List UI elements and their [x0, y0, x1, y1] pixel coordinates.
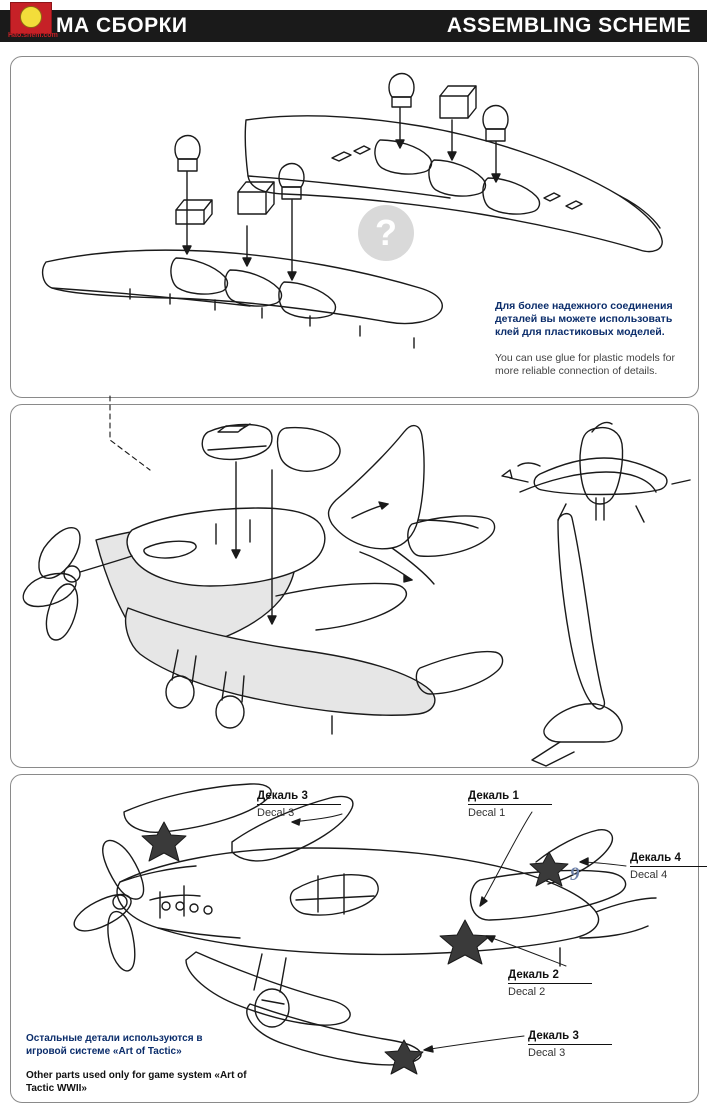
watermark-logo — [8, 2, 58, 42]
decal-callout-label-en: Decal 3 — [528, 1047, 566, 1059]
decal-callout-rule — [528, 1044, 612, 1045]
decal-callout-label-ru: Декаль 3 — [257, 790, 308, 802]
decal-callout-1 — [468, 789, 578, 820]
decal-callout-3-top — [257, 789, 367, 820]
logo-circle — [20, 6, 42, 28]
decal-callout-2 — [508, 968, 618, 999]
decal-callout-label-ru: Декаль 4 — [630, 852, 681, 864]
decal-callout-label-en: Decal 1 — [468, 807, 506, 819]
footer-note-ru: Остальные детали используются в игровой системе «Art of Tactic» — [26, 1033, 203, 1057]
decal-callout-label-en: Decal 2 — [508, 986, 546, 998]
decal-callout-label-ru: Декаль 3 — [528, 1030, 579, 1042]
decal-callout-rule — [630, 866, 707, 867]
header-title-ru: МА СБОРКИ — [56, 14, 188, 37]
decal-callout-rule — [468, 804, 552, 805]
decal-callout-4 — [630, 851, 707, 882]
footer-note-en: Other parts used only for game system «Art of Tactic WWII» — [26, 1070, 247, 1094]
decal-callout-label-ru: Декаль 1 — [468, 790, 519, 802]
logo-text: Hao.shem.com — [8, 32, 58, 39]
panel-fuselage-assembly — [10, 404, 699, 768]
decal-callout-label-en: Decal 3 — [257, 807, 295, 819]
decal-callout-rule — [257, 804, 341, 805]
tail-number-decal: 9 — [570, 864, 580, 885]
decal-callout-label-ru: Декаль 2 — [508, 969, 559, 981]
header-title-en: ASSEMBLING SCHEME — [446, 14, 691, 37]
decal-callout-label-en: Decal 4 — [630, 869, 668, 881]
glue-note-ru: Для более надежного соединения деталей вы можете использовать клей для пластиковых моделей. — [495, 300, 673, 338]
decal-callout-3-bottom — [528, 1029, 638, 1060]
panel-wing-assembly — [10, 56, 699, 398]
question-mark-badge: ? — [358, 205, 414, 261]
decal-callout-rule — [508, 983, 592, 984]
glue-note-en: You can use glue for plastic models for more reliable connection of details. — [495, 352, 675, 377]
